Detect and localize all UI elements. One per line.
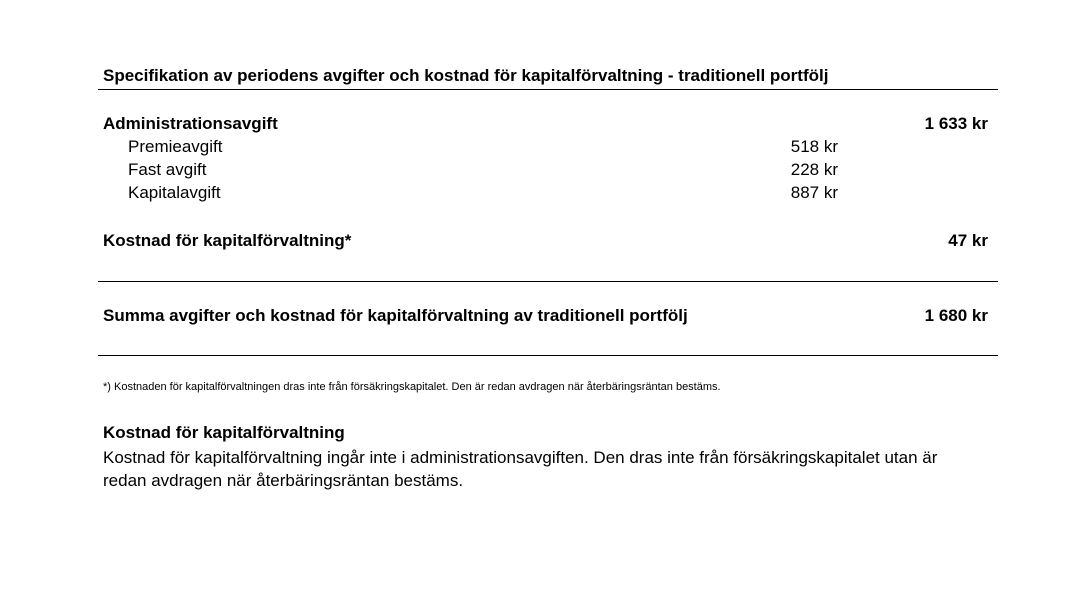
management-cost-label: Kostnad för kapitalförvaltning*: [103, 231, 352, 250]
premium-fee-amount: 518 kr: [790, 137, 838, 156]
footnote: *) Kostnaden för kapitalförvaltningen dras inte från försäkringskapitalet. Den är redan avdragen när återbäringsräntan bestäms.: [103, 381, 721, 393]
administration-fee-label: Administrationsavgift: [103, 114, 278, 133]
administration-fee-row: [103, 114, 988, 138]
sum-label: Summa avgifter och kostnad för kapitalförvaltning av traditionell portfölj: [103, 306, 688, 325]
divider-top: [98, 89, 998, 90]
fixed-fee-row: [103, 160, 988, 184]
capital-fee-amount: 887 kr: [790, 183, 838, 202]
capital-fee-label: Kapitalavgift: [128, 183, 221, 202]
sum-total: 1 680 kr: [924, 306, 988, 325]
page-title: Specifikation av periodens avgifter och kostnad för kapitalförvaltning - traditionell portfölj: [103, 66, 829, 85]
premium-fee-row: [103, 137, 988, 161]
fixed-fee-label: Fast avgift: [128, 160, 207, 179]
capital-fee-row: [103, 183, 988, 207]
divider-middle: [98, 281, 998, 282]
info-title: Kostnad för kapitalförvaltning: [103, 423, 345, 442]
management-cost-total: 47 kr: [948, 231, 988, 250]
fixed-fee-amount: 228 kr: [790, 160, 838, 179]
management-cost-row: [103, 231, 988, 255]
info-text: Kostnad för kapitalförvaltning ingår inte i administrationsavgiften. Den dras inte från försäkringskapitalet utan är redan avdragen när återbäringsräntan bestäms.: [103, 448, 938, 490]
divider-bottom: [98, 355, 998, 356]
premium-fee-label: Premieavgift: [128, 137, 223, 156]
sum-row: [103, 306, 988, 330]
administration-fee-total: 1 633 kr: [924, 114, 988, 133]
